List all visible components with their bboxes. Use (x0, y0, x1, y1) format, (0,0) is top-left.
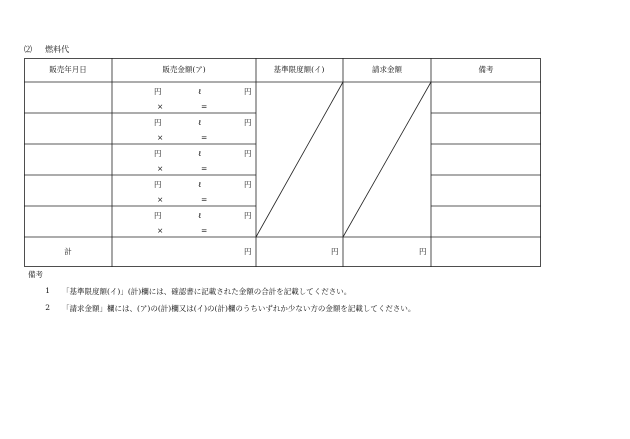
header-remarks: 備考 (478, 65, 494, 74)
section-title (24, 44, 69, 55)
total-limit-yen: 円 (331, 247, 339, 256)
row-liter-label: ℓ (198, 180, 202, 189)
row-equals-label: = (201, 226, 208, 235)
note-number: 1 (45, 286, 50, 295)
row-yen-label: 円 (154, 87, 162, 96)
row-liter-label: ℓ (198, 118, 202, 127)
header-standard-limit: 基準限度額(イ) (273, 65, 325, 74)
row-yen-label: 円 (154, 118, 162, 127)
row-yen-label: 円 (154, 211, 162, 220)
row-liter-label: ℓ (198, 211, 202, 220)
header-sales-date: 販売年月日 (49, 65, 87, 74)
note-item (28, 303, 415, 314)
row-equals-label: = (201, 164, 208, 173)
row-times-label: × (157, 226, 164, 235)
row-times-label: × (157, 133, 164, 142)
note-item (28, 286, 415, 297)
total-sales-yen: 円 (244, 247, 252, 256)
row-times-label: × (157, 195, 164, 204)
note-text: 「基準限度額(イ)」(計)欄には、確認書に記載された金額の合計を記載してください。 (62, 287, 352, 296)
fuel-cost-table (24, 58, 541, 267)
row-liter-label: ℓ (198, 149, 202, 158)
row-yen-label: 円 (244, 149, 252, 158)
row-liter-label: ℓ (198, 87, 202, 96)
total-request-yen: 円 (419, 247, 427, 256)
diagonal-strike (343, 82, 431, 237)
row-yen-label: 円 (154, 180, 162, 189)
section-name: 燃料代 (45, 45, 70, 54)
diagonal-strike (256, 82, 343, 237)
header-sales-amount: 販売金額(ア) (162, 65, 206, 74)
note-number: 2 (45, 303, 50, 312)
row-equals-label: = (201, 133, 208, 142)
note-text: 「請求金額」欄には、(ア)の(計)欄又は(イ)の(計)欄のうちいずれか少ない方の金額を記載してください。 (62, 304, 416, 313)
notes-heading: 備考 (28, 270, 43, 279)
section-number: ⑵ (24, 45, 32, 54)
row-times-label: × (157, 102, 164, 111)
row-yen-label: 円 (244, 87, 252, 96)
notes-section (28, 269, 415, 320)
row-equals-label: = (201, 102, 208, 111)
table-grid (24, 58, 541, 267)
row-yen-label: 円 (244, 118, 252, 127)
row-yen-label: 円 (244, 180, 252, 189)
row-times-label: × (157, 164, 164, 173)
row-equals-label: = (201, 195, 208, 204)
total-label: 計 (64, 247, 72, 256)
row-yen-label: 円 (154, 149, 162, 158)
row-yen-label: 円 (244, 211, 252, 220)
header-claim-amount: 請求金額 (372, 65, 402, 74)
table-border (25, 59, 541, 267)
